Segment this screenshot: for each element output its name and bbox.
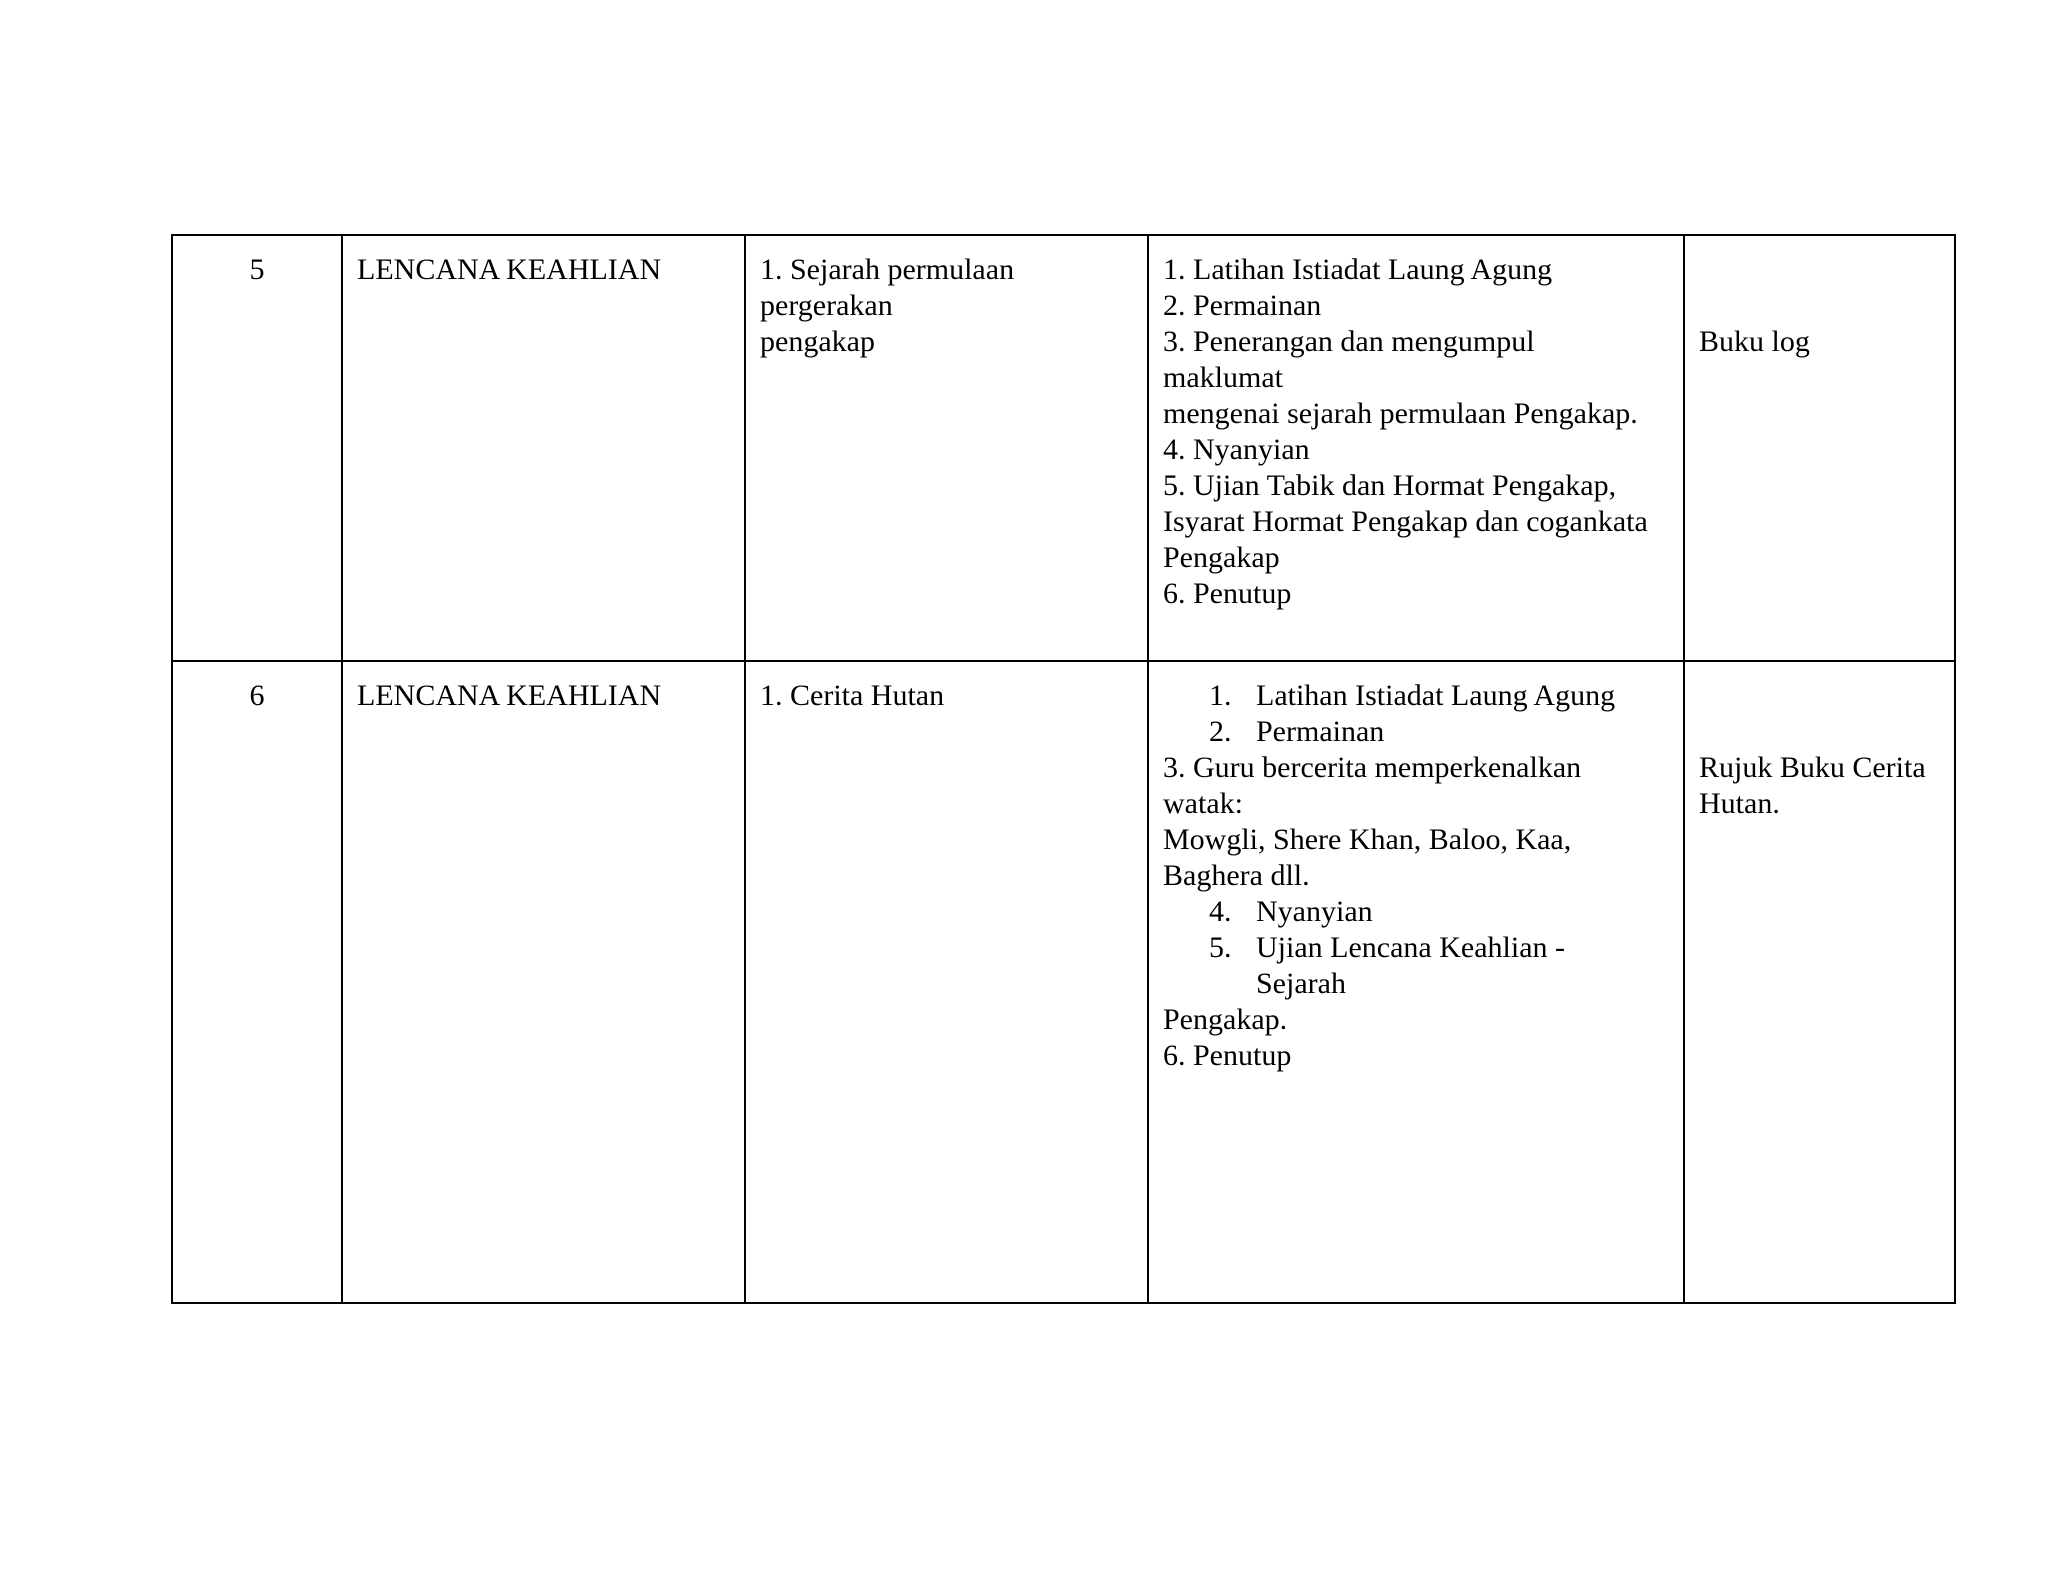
topic-text: LENCANA KEAHLIAN [357, 679, 662, 712]
activity-line: Pengakap. [1163, 1003, 1288, 1036]
note-spacer [1699, 252, 1940, 288]
table-row [172, 235, 1955, 661]
activity-line: maklumat [1163, 361, 1283, 394]
list-number: 1. [1209, 679, 1232, 712]
subtopic-line: 1. Sejarah permulaan [760, 253, 1015, 286]
activity-line: Mowgli, Shere Khan, Baloo, Kaa, [1163, 823, 1572, 856]
subtopic-cell [745, 235, 1148, 661]
note-spacer [1699, 678, 1940, 714]
activity-line: Baghera dll. [1163, 859, 1310, 892]
list-text: Ujian Lencana Keahlian - [1256, 931, 1566, 964]
list-text: Permainan [1256, 715, 1385, 748]
list-text: Nyanyian [1256, 895, 1373, 928]
list-text: Latihan Istiadat Laung Agung [1256, 679, 1616, 712]
row-number: 6 [249, 679, 265, 712]
note-text: Buku log [1699, 325, 1810, 358]
list-text-continuation: Sejarah [1256, 967, 1346, 1000]
activity-line: 3. Guru bercerita memperkenalkan [1163, 751, 1582, 784]
activity-list-item [1163, 894, 1669, 930]
activity-line: 4. Nyanyian [1163, 433, 1310, 466]
activity-list-item [1163, 714, 1669, 750]
activity-list-item [1163, 930, 1669, 966]
activity-line: 1. Latihan Istiadat Laung Agung [1163, 253, 1553, 286]
subtopic-line: 1. Cerita Hutan [760, 679, 945, 712]
topic-cell [342, 235, 745, 661]
activity-line: 6. Penutup [1163, 577, 1292, 610]
activity-line: Pengakap [1163, 541, 1280, 574]
activity-line: 2. Permainan [1163, 289, 1322, 322]
note-text: Rujuk Buku Cerita [1699, 751, 1926, 784]
row-number-cell [172, 235, 342, 661]
note-cell [1684, 235, 1955, 661]
activity-list-item [1163, 678, 1669, 714]
note-cell [1684, 661, 1955, 1303]
table-row [172, 661, 1955, 1303]
row-number-cell [172, 661, 342, 1303]
note-spacer [1699, 288, 1940, 324]
activity-line: watak: [1163, 787, 1243, 820]
activities-cell [1148, 661, 1684, 1303]
activity-line: mengenai sejarah permulaan Pengakap. [1163, 397, 1638, 430]
activity-line: 3. Penerangan dan mengumpul [1163, 325, 1535, 358]
row-number: 5 [249, 253, 265, 286]
list-number: 4. [1209, 895, 1232, 928]
subtopic-cell [745, 661, 1148, 1303]
topic-cell [342, 661, 745, 1303]
subtopic-line: pergerakan [760, 289, 893, 322]
note-text: Hutan. [1699, 787, 1780, 820]
list-number: 5. [1209, 931, 1232, 964]
activity-line: 5. Ujian Tabik dan Hormat Pengakap, [1163, 469, 1617, 502]
subtopic-line: pengakap [760, 325, 875, 358]
activity-line: 6. Penutup [1163, 1039, 1292, 1072]
activities-cell [1148, 235, 1684, 661]
note-spacer [1699, 714, 1940, 750]
lesson-plan-table [171, 234, 1956, 1304]
topic-text: LENCANA KEAHLIAN [357, 253, 662, 286]
activity-line: Isyarat Hormat Pengakap dan cogankata [1163, 505, 1648, 538]
list-number: 2. [1209, 715, 1232, 748]
